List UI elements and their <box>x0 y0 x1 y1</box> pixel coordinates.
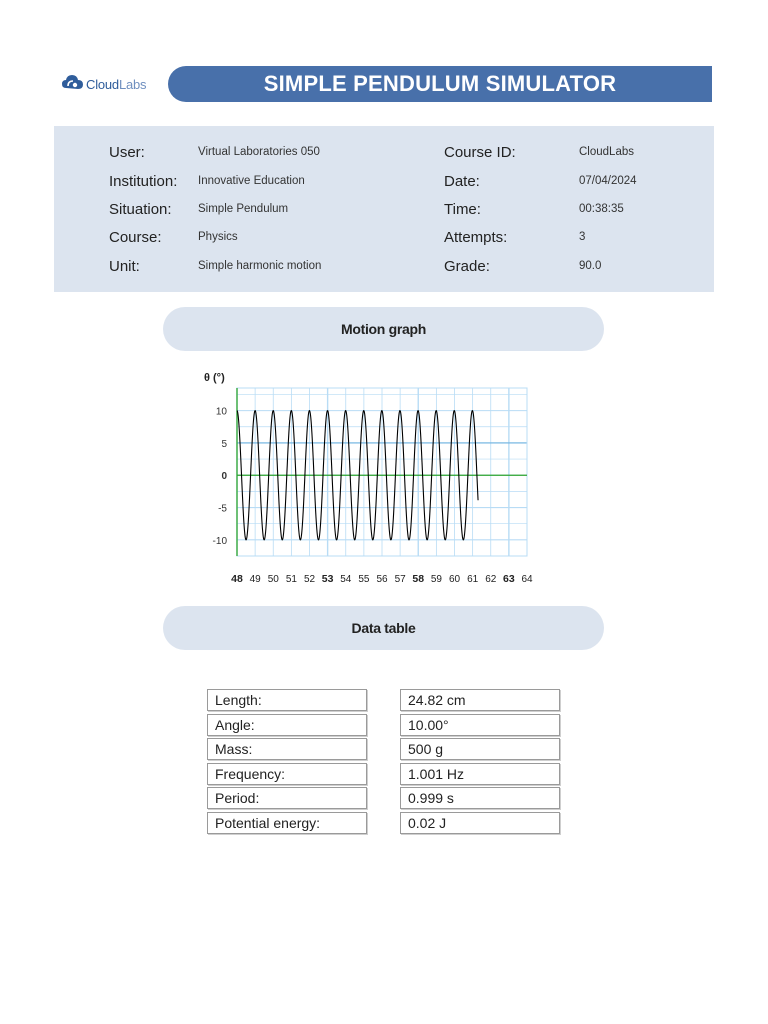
situation-label: Situation: <box>109 201 172 218</box>
institution-label: Institution: <box>109 173 178 190</box>
x-tick-label: 59 <box>430 574 442 585</box>
x-tick-label: 49 <box>249 574 261 585</box>
course-id-label: Course ID: <box>444 144 516 161</box>
page-title: SIMPLE PENDULUM SIMULATOR <box>263 71 617 96</box>
x-tick-label: 48 <box>231 573 243 585</box>
x-tick-label: 53 <box>321 573 334 585</box>
potential-energy-label: Potential energy: <box>207 812 367 834</box>
y-tick-label: -5 <box>218 503 227 515</box>
x-tick-label: 58 <box>412 573 425 585</box>
x-tick-label: 54 <box>340 574 352 585</box>
unit-value: Simple harmonic motion <box>198 260 322 272</box>
unit-label: Unit: <box>109 258 140 275</box>
attempts-value: 3 <box>579 231 586 243</box>
x-tick-label: 64 <box>521 574 533 585</box>
attempts-label: Attempts: <box>444 229 508 246</box>
x-tick-label: 55 <box>358 574 370 585</box>
angle-label: Angle: <box>207 714 367 736</box>
info-panel <box>54 126 714 292</box>
x-tick-label: 61 <box>467 574 479 585</box>
cloud-logo-icon <box>62 74 84 94</box>
x-tick-label: 62 <box>485 574 497 585</box>
grade-label: Grade: <box>444 258 490 275</box>
x-tick-label: 63 <box>503 573 515 585</box>
motion-graph-title: Motion graph <box>340 321 427 337</box>
institution-value: Innovative Education <box>198 175 305 187</box>
motion-graph <box>196 366 536 590</box>
logo-text <box>86 77 146 92</box>
mass-value: 500 g <box>400 738 560 760</box>
x-tick-label: 52 <box>303 574 316 585</box>
logo-main-text: Cloud <box>86 76 119 92</box>
y-tick-label: -10 <box>212 535 227 547</box>
y-tick-label: 10 <box>215 406 227 418</box>
period-label: Period: <box>207 787 367 809</box>
course-value: Physics <box>198 231 238 243</box>
frequency-label: Frequency: <box>207 763 367 785</box>
situation-value: Simple Pendulum <box>198 203 289 215</box>
length-value: 24.82 cm <box>400 689 560 711</box>
time-label: Time: <box>444 201 481 218</box>
period-value: 0.999 s <box>400 787 560 809</box>
frequency-value: 1.001 Hz <box>400 763 560 785</box>
title-bar <box>168 66 712 102</box>
mass-label: Mass: <box>207 738 367 760</box>
x-tick-label: 50 <box>267 574 279 585</box>
x-tick-label: 60 <box>448 574 461 585</box>
user-label: User: <box>109 144 145 161</box>
y-tick-label: 5 <box>221 438 227 450</box>
logo-light-text: Labs <box>118 76 147 92</box>
date-label: Date: <box>444 173 480 190</box>
date-value: 07/04/2024 <box>579 175 637 187</box>
potential-energy-value: 0.02 J <box>400 812 560 834</box>
x-tick-label: 57 <box>394 574 406 585</box>
time-value: 00:38:35 <box>579 203 624 215</box>
course-label: Course: <box>109 229 162 246</box>
x-tick-label: 56 <box>376 574 388 585</box>
motion-graph-svg <box>196 366 536 590</box>
course-id-value: CloudLabs <box>579 146 634 158</box>
angle-value: 10.00° <box>400 714 560 736</box>
length-label: Length: <box>207 689 367 711</box>
y-axis-label: θ (°) <box>204 372 225 384</box>
x-tick-label: 51 <box>285 574 297 585</box>
grade-value: 90.0 <box>579 260 602 272</box>
data-table-header <box>163 606 604 650</box>
data-table-title: Data table <box>351 620 416 636</box>
header <box>0 66 768 102</box>
y-tick-label: 0 <box>221 471 227 483</box>
cloudlabs-logo <box>62 72 146 96</box>
user-value: Virtual Laboratories 050 <box>198 146 320 158</box>
motion-graph-header <box>163 307 604 351</box>
